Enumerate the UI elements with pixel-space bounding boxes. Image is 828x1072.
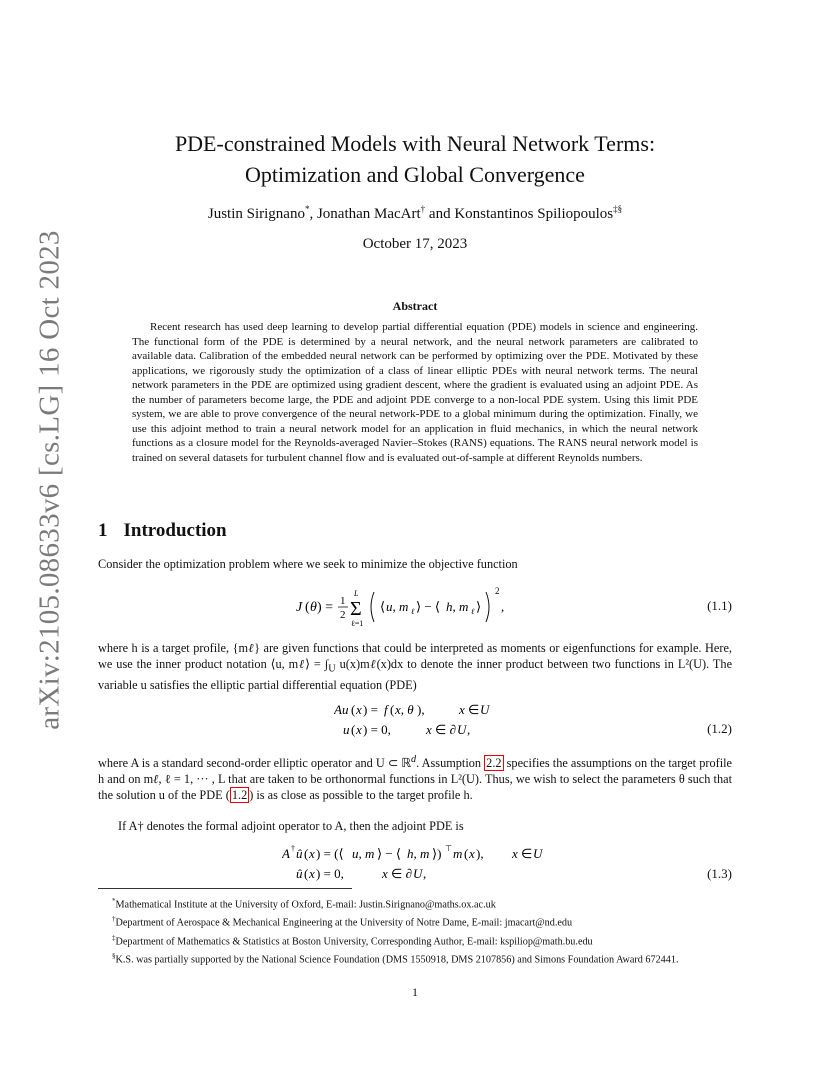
section-number: 1 (98, 520, 108, 541)
author-separator: and (425, 206, 455, 222)
author-1-mark: * (304, 204, 310, 214)
footnotes (98, 894, 732, 968)
equation-number: (1.2) (707, 721, 732, 736)
svg-text:J: J (296, 600, 303, 615)
svg-text:h, m: h, m (446, 599, 469, 614)
svg-text:),: ), (417, 702, 425, 717)
svg-text:⟩ − ⟨: ⟩ − ⟨ (377, 846, 401, 861)
svg-text:⟩: ⟩ (476, 599, 482, 614)
equation-link[interactable]: 1.2 (231, 788, 248, 803)
svg-text:m: m (453, 846, 463, 861)
svg-text:x: x (426, 722, 432, 737)
footnote-text: Mathematical Institute at the University of Oxford, E-mail: Justin.Sirignano@maths.ox.ac.uk (115, 899, 496, 911)
equation-pde-svg (334, 700, 534, 740)
paragraph-adjoint: If A† denotes the formal adjoint operator to A, then the adjoint PDE is (118, 819, 464, 833)
svg-text:(: ( (304, 866, 309, 881)
svg-text:A: A (282, 846, 290, 861)
svg-text:x: x (356, 722, 362, 737)
title-line-1: PDE-constrained Models with Neural Network Terms: (174, 131, 656, 156)
svg-text:x: x (309, 846, 315, 861)
footnote-2 (98, 912, 732, 930)
equation-pde (334, 700, 534, 744)
math-symbol: ℓ (153, 772, 159, 787)
footnote-text: Department of Aerospace & Mechanical Engineering at the University of Notre Dame, E-mail: jmacart@nd.edu (115, 917, 573, 929)
footnote-mark: * (112, 897, 116, 905)
abstract-text: Recent research has used deep learning to develop partial differential equation (PDE) models in science and engineering. The functional form of the PDE is determined by a neural network, and the neural network parameters are calibrated to available data. Calibration of the embedded neural network can be performed by optimizing over the PDE. Motivated by these applications, we rigorously study the optimization of a class of linear elliptic PDEs with neural network terms. The neural network parameters in the PDE are optimized using gradient descent, where the gradient is evaluated using an adjoint PDE. As the number of parameters become large, the PDE and adjoint PDE converge to a non-local PDE system. Using this limit PDE system, we are able to prove convergence of the neural network-PDE to a global minimum during the optimization. Finally, we use this adjoint method to train a neural network model for an application in fluid mechanics, in which the neural network functions as a closure model for the Reynolds-averaged Navier–Stokes (RANS) equations. The RANS neural network model is trained on several datasets for turbulent channel flow and is evaluated out-of-sample at different Reynolds numbers. (132, 321, 698, 464)
equation-adjoint (282, 842, 562, 888)
footnote-mark: † (112, 915, 116, 924)
text-span: where h is a target profile, {m (98, 641, 249, 655)
footnote-text: K.S. was partially supported by the National Science Foundation (DMS 1550918, DMS 2107856) and Simons Foundation Award 672441. (115, 954, 679, 966)
svg-text:⊤: ⊤ (445, 844, 452, 853)
paper-title (98, 128, 732, 190)
equation-adjoint-svg (282, 842, 562, 884)
footnote-mark: § (112, 952, 116, 961)
svg-text:Σ: Σ (350, 598, 362, 620)
svg-text:,: , (467, 722, 471, 737)
math-symbol: U (328, 663, 336, 675)
math-symbol: d (411, 754, 417, 765)
footnote-text: Department of Mathematics & Statistics at Boston University, Corresponding Author, E-mail: kspiliop@math.bu.edu (115, 936, 593, 948)
author-1: Justin Sirignano (207, 206, 305, 222)
text-span: specifies the assumptions on the target profile h and on m (98, 756, 732, 787)
svg-text:†: † (291, 844, 295, 853)
svg-text:ℓ: ℓ (471, 607, 475, 616)
math-symbol: ℓ (369, 657, 377, 671)
section-heading (98, 520, 227, 542)
svg-text:⟩ − ⟨: ⟩ − ⟨ (416, 599, 440, 614)
svg-text:,: , (423, 866, 427, 881)
footnote-1 (98, 894, 732, 912)
footnote-4 (98, 949, 732, 967)
paragraph-definitions (98, 640, 732, 693)
svg-text:2: 2 (340, 609, 346, 621)
svg-text:(: ( (305, 600, 310, 615)
author-2: Jonathan MacArt (316, 206, 421, 222)
svg-text:),: ), (476, 846, 484, 861)
svg-text:∈: ∈ (521, 846, 533, 861)
footnote-3 (98, 931, 732, 949)
svg-text:ℓ=1: ℓ=1 (351, 619, 364, 628)
svg-text:f: f (384, 702, 388, 717)
text-span: (x)dx to denote the inner product between two functions in L²(U). The variable u satisfies the elliptic partial differential equation (PDE) (98, 657, 733, 693)
paper-date: October 17, 2023 (362, 236, 468, 252)
svg-text:) =: ) = (317, 600, 334, 615)
svg-text:(: ( (351, 722, 356, 737)
svg-text:⟨: ⟨ (380, 599, 386, 614)
title-line-2: Optimization and Global Convergence (245, 162, 585, 187)
svg-text:,: , (501, 599, 505, 614)
svg-text:x: x (382, 866, 388, 881)
svg-text:û: û (296, 866, 303, 881)
svg-text:2: 2 (495, 586, 500, 596)
svg-text:h, m: h, m (407, 846, 430, 861)
svg-text:) = (⟨: ) = (⟨ (316, 846, 344, 861)
abstract-heading: Abstract (392, 299, 438, 313)
svg-text:x: x (356, 702, 362, 717)
equation-number: (1.1) (707, 598, 732, 613)
svg-text:ℓ: ℓ (411, 607, 415, 616)
svg-text:(: ( (351, 702, 356, 717)
assumption-link[interactable]: 2.2 (486, 756, 502, 771)
svg-text:x: x (459, 702, 465, 717)
section-title: Introduction (123, 520, 227, 541)
svg-text:u: u (343, 722, 350, 737)
svg-text:) =: ) = (363, 702, 378, 717)
math-symbol: ℓ (248, 641, 255, 655)
text-span: . Assumption (416, 756, 485, 771)
svg-text:x: x (309, 866, 315, 881)
text-span: ) is as close as possible to the target profile h. (249, 788, 473, 803)
svg-text:U: U (533, 846, 543, 861)
svg-text:û: û (296, 846, 303, 861)
svg-text:U: U (480, 702, 490, 717)
math-symbol: ℓ (298, 657, 306, 671)
svg-text:U: U (413, 866, 423, 881)
author-separator: , (309, 206, 317, 222)
author-2-mark: † (420, 204, 426, 214)
svg-text:⟩): ⟩) (432, 846, 442, 861)
svg-text:) = 0,: ) = 0, (316, 866, 344, 881)
arxiv-identifier: arXiv:2105.08633v6 [cs.LG] 16 Oct 2023 (33, 230, 66, 730)
equation-objective (296, 586, 526, 632)
author-list (98, 204, 732, 223)
svg-text:Au: Au (334, 702, 349, 717)
svg-text:u, m: u, m (386, 599, 409, 614)
svg-text:x, θ: x, θ (395, 702, 414, 717)
page-number: 1 (412, 985, 418, 999)
svg-text:(: ( (390, 702, 395, 717)
equation-objective-svg (296, 586, 526, 628)
svg-text:∈ ∂: ∈ ∂ (391, 866, 412, 881)
svg-text:x: x (469, 846, 475, 861)
text-span: u(x)m (335, 657, 370, 671)
equation-number: (1.3) (707, 866, 732, 881)
svg-text:x: x (512, 846, 518, 861)
svg-text:∈ ∂: ∈ ∂ (435, 722, 456, 737)
paragraph-assumptions (98, 752, 732, 803)
svg-text:) = 0,: ) = 0, (363, 722, 391, 737)
paragraph-intro: Consider the optimization problem where we seek to minimize the objective function (98, 557, 518, 571)
svg-text:u, m: u, m (352, 846, 375, 861)
footnote-mark: ‡ (112, 933, 116, 942)
author-3-mark: ‡§ (613, 204, 623, 214)
text-span: , ℓ = 1, ··· , L that are taken to be orthonormal functions in L²(U). Thus, we wish to select the parameters θ such that the solution u of the PDE ( (98, 772, 732, 803)
text-span: where A is a standard second-order elliptic operator and U ⊂ ℝ (98, 756, 411, 771)
author-3: Konstantinos Spiliopoulos (454, 206, 614, 222)
svg-text:(: ( (464, 846, 469, 861)
svg-text:L: L (354, 589, 359, 598)
svg-text:1: 1 (340, 595, 346, 607)
svg-text:∈: ∈ (468, 702, 480, 717)
svg-text:θ: θ (310, 600, 317, 615)
svg-text:(: ( (304, 846, 309, 861)
text-span: } are given functions that could be interpreted as moments or eigenfunctions for example. Here, we use the inner product notation ⟨u, m (98, 641, 732, 671)
text-span: ⟩ = ∫ (305, 657, 329, 671)
svg-text:U: U (457, 722, 467, 737)
footnote-divider (98, 888, 352, 889)
